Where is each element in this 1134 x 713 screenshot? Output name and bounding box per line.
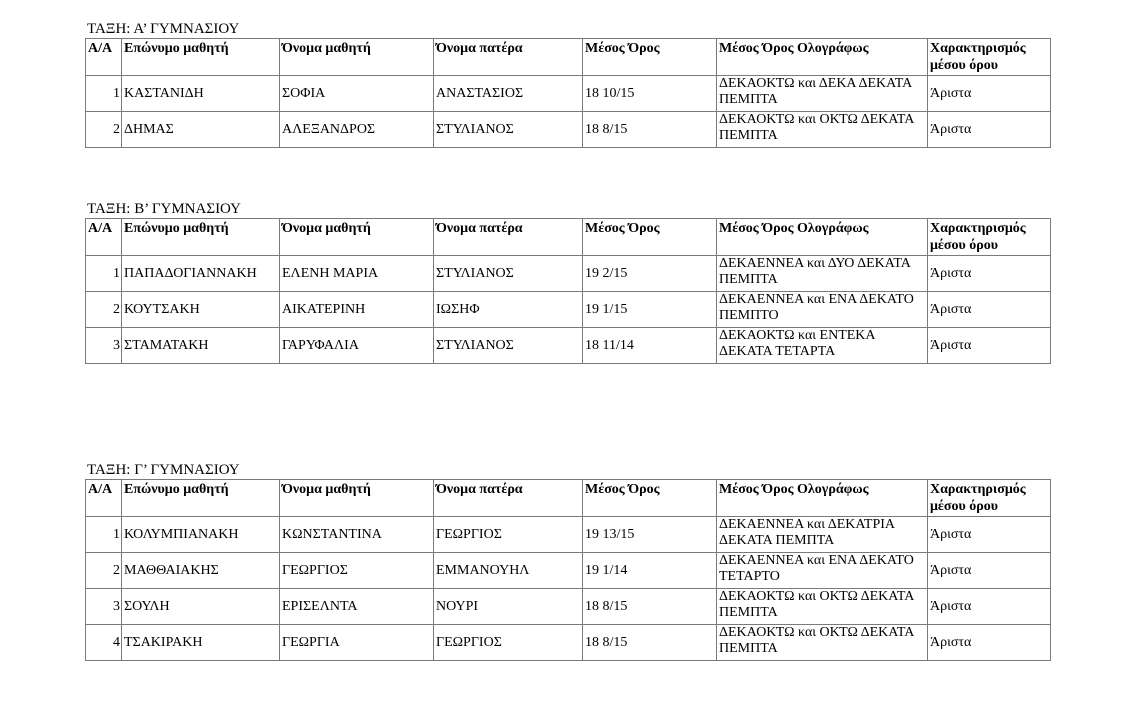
cell-name: ΚΩΝΣΤΑΝΤΙΝΑ	[280, 517, 434, 553]
col-header-father: Όνομα πατέρα	[434, 480, 583, 517]
cell-surname: ΚΟΥΤΣΑΚΗ	[122, 292, 280, 328]
cell-father: ΙΩΣΗΦ	[434, 292, 583, 328]
cell-father: ΓΕΩΡΓΙΟΣ	[434, 625, 583, 661]
col-header-average-words: Μέσος Όρος Ολογράφως	[717, 480, 928, 517]
table-row	[86, 625, 1051, 661]
cell-aa: 3	[86, 589, 122, 625]
table-row	[86, 292, 1051, 328]
cell-surname: ΜΑΘΘΑΙΑΚΗΣ	[122, 553, 280, 589]
class-section-a	[85, 21, 1051, 148]
cell-surname: ΣΟΥΛΗ	[122, 589, 280, 625]
col-header-average: Μέσος Όρος	[583, 480, 717, 517]
table-row	[86, 589, 1051, 625]
students-table	[85, 38, 1051, 148]
table-header-row	[86, 39, 1051, 76]
col-header-aa: Α/Α	[86, 480, 122, 517]
col-header-grade: Χαρακτηρισμός μέσου όρου	[928, 219, 1051, 256]
col-header-average-words: Μέσος Όρος Ολογράφως	[717, 39, 928, 76]
cell-name: ΕΡΙΣΕΛΝΤΑ	[280, 589, 434, 625]
cell-average-words: ΔΕΚΑΟΚΤΩ και ΟΚΤΩ ΔΕΚΑΤΑ ΠΕΜΠΤΑ	[717, 112, 928, 148]
cell-aa: 4	[86, 625, 122, 661]
cell-father: ΓΕΩΡΓΙΟΣ	[434, 517, 583, 553]
cell-average-words: ΔΕΚΑΟΚΤΩ και ΔΕΚΑ ΔΕΚΑΤΑ ΠΕΜΠΤΑ	[717, 76, 928, 112]
cell-average-words: ΔΕΚΑΕΝΝΕΑ και ΔΥΟ ΔΕΚΑΤΑ ΠΕΜΠΤΑ	[717, 256, 928, 292]
cell-average-words: ΔΕΚΑΟΚΤΩ και ΕΝΤΕΚΑ ΔΕΚΑΤΑ ΤΕΤΑΡΤΑ	[717, 328, 928, 364]
col-header-average: Μέσος Όρος	[583, 219, 717, 256]
cell-surname: ΤΣΑΚΙΡΑΚΗ	[122, 625, 280, 661]
cell-average: 19 2/15	[583, 256, 717, 292]
class-title: ΤΑΞΗ: Γ’ ΓΥΜΝΑΣΙΟΥ	[87, 462, 240, 478]
cell-aa: 2	[86, 292, 122, 328]
students-table	[85, 479, 1051, 661]
class-title: ΤΑΞΗ: Β’ ΓΥΜΝΑΣΙΟΥ	[87, 201, 241, 217]
col-header-grade: Χαρακτηρισμός μέσου όρου	[928, 39, 1051, 76]
col-header-father: Όνομα πατέρα	[434, 39, 583, 76]
cell-aa: 1	[86, 517, 122, 553]
cell-aa: 1	[86, 256, 122, 292]
cell-name: ΓΑΡΥΦΑΛΙΑ	[280, 328, 434, 364]
cell-average: 19 13/15	[583, 517, 717, 553]
cell-name: ΑΛΕΞΑΝΔΡΟΣ	[280, 112, 434, 148]
cell-average: 18 8/15	[583, 625, 717, 661]
col-header-aa: Α/Α	[86, 219, 122, 256]
cell-average-words: ΔΕΚΑΕΝΝΕΑ και ΕΝΑ ΔΕΚΑΤΟ ΤΕΤΑΡΤΟ	[717, 553, 928, 589]
table-row	[86, 328, 1051, 364]
table-row	[86, 112, 1051, 148]
col-header-grade: Χαρακτηρισμός μέσου όρου	[928, 480, 1051, 517]
cell-name: ΓΕΩΡΓΙΟΣ	[280, 553, 434, 589]
cell-average: 18 10/15	[583, 76, 717, 112]
cell-grade: Άριστα	[928, 112, 1051, 148]
table-header-row	[86, 480, 1051, 517]
cell-average-words: ΔΕΚΑΟΚΤΩ και ΟΚΤΩ ΔΕΚΑΤΑ ΠΕΜΠΤΑ	[717, 589, 928, 625]
cell-father: ΣΤΥΛΙΑΝΟΣ	[434, 328, 583, 364]
cell-average: 19 1/15	[583, 292, 717, 328]
cell-aa: 2	[86, 112, 122, 148]
table-row	[86, 76, 1051, 112]
cell-name: ΕΛΕΝΗ ΜΑΡΙΑ	[280, 256, 434, 292]
cell-aa: 1	[86, 76, 122, 112]
cell-father: ΝΟΥΡΙ	[434, 589, 583, 625]
cell-average: 19 1/14	[583, 553, 717, 589]
cell-surname: ΚΑΣΤΑΝΙΔΗ	[122, 76, 280, 112]
cell-father: ΣΤΥΛΙΑΝΟΣ	[434, 112, 583, 148]
table-header-row	[86, 219, 1051, 256]
cell-grade: Άριστα	[928, 625, 1051, 661]
cell-average: 18 8/15	[583, 589, 717, 625]
col-header-father: Όνομα πατέρα	[434, 219, 583, 256]
cell-average: 18 11/14	[583, 328, 717, 364]
col-header-aa: Α/Α	[86, 39, 122, 76]
class-section-c	[85, 462, 1051, 661]
table-row	[86, 553, 1051, 589]
col-header-surname: Επώνυμο μαθητή	[122, 39, 280, 76]
cell-father: ΑΝΑΣΤΑΣΙΟΣ	[434, 76, 583, 112]
cell-grade: Άριστα	[928, 589, 1051, 625]
cell-surname: ΚΟΛΥΜΠΙΑΝΑΚΗ	[122, 517, 280, 553]
col-header-average: Μέσος Όρος	[583, 39, 717, 76]
cell-average-words: ΔΕΚΑΕΝΝΕΑ και ΕΝΑ ΔΕΚΑΤΟ ΠΕΜΠΤΟ	[717, 292, 928, 328]
cell-father: ΕΜΜΑΝΟΥΗΛ	[434, 553, 583, 589]
cell-surname: ΣΤΑΜΑΤΑΚΗ	[122, 328, 280, 364]
cell-average-words: ΔΕΚΑΟΚΤΩ και ΟΚΤΩ ΔΕΚΑΤΑ ΠΕΜΠΤΑ	[717, 625, 928, 661]
students-table	[85, 218, 1051, 364]
cell-aa: 3	[86, 328, 122, 364]
cell-grade: Άριστα	[928, 256, 1051, 292]
cell-grade: Άριστα	[928, 328, 1051, 364]
class-title: ΤΑΞΗ: Α’ ΓΥΜΝΑΣΙΟΥ	[87, 21, 240, 37]
cell-grade: Άριστα	[928, 553, 1051, 589]
cell-name: ΣΟΦΙΑ	[280, 76, 434, 112]
cell-surname: ΠΑΠΑΔΟΓΙΑΝΝΑΚΗ	[122, 256, 280, 292]
cell-average: 18 8/15	[583, 112, 717, 148]
cell-father: ΣΤΥΛΙΑΝΟΣ	[434, 256, 583, 292]
cell-average-words: ΔΕΚΑΕΝΝΕΑ και ΔΕΚΑΤΡΙΑ ΔΕΚΑΤΑ ΠΕΜΠΤΑ	[717, 517, 928, 553]
cell-surname: ΔΗΜΑΣ	[122, 112, 280, 148]
col-header-surname: Επώνυμο μαθητή	[122, 480, 280, 517]
cell-name: ΑΙΚΑΤΕΡΙΝΗ	[280, 292, 434, 328]
col-header-name: Όνομα μαθητή	[280, 219, 434, 256]
cell-name: ΓΕΩΡΓΙΑ	[280, 625, 434, 661]
cell-grade: Άριστα	[928, 517, 1051, 553]
col-header-average-words: Μέσος Όρος Ολογράφως	[717, 219, 928, 256]
col-header-name: Όνομα μαθητή	[280, 39, 434, 76]
col-header-surname: Επώνυμο μαθητή	[122, 219, 280, 256]
table-row	[86, 256, 1051, 292]
class-section-b	[85, 201, 1051, 364]
cell-grade: Άριστα	[928, 76, 1051, 112]
cell-grade: Άριστα	[928, 292, 1051, 328]
table-row	[86, 517, 1051, 553]
col-header-name: Όνομα μαθητή	[280, 480, 434, 517]
cell-aa: 2	[86, 553, 122, 589]
